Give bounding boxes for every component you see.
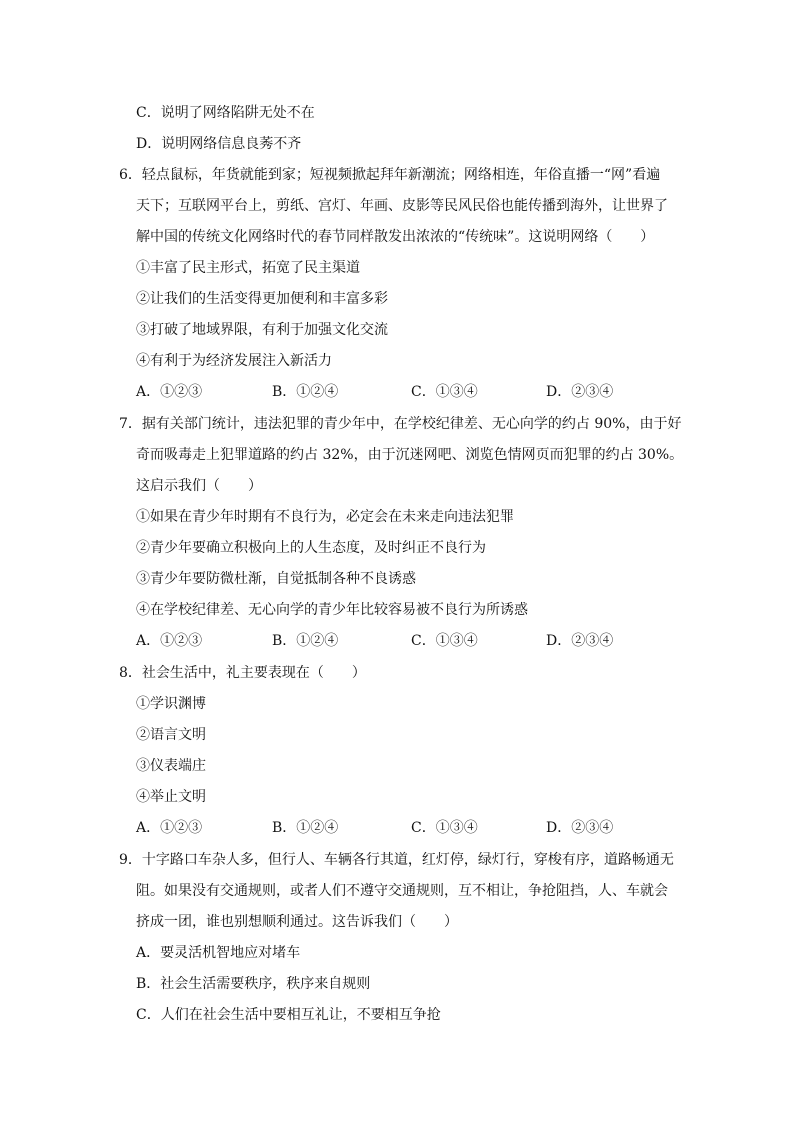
q7-statement-4: ④在学校纪律差、无心向学的青少年比较容易被不良行为所诱惑 bbox=[136, 602, 528, 618]
q7-stem-line-3: 这启示我们（ ） bbox=[136, 478, 262, 494]
q9-option-c: C．人们在社会生活中要相互礼让，不要相互争抢 bbox=[136, 1007, 441, 1023]
q9-option-b: B．社会生活需要秩序，秩序来自规则 bbox=[136, 976, 371, 992]
q8-statement-2: ②语言文明 bbox=[136, 727, 206, 743]
q7-choice-b: B．①②④ bbox=[272, 633, 339, 649]
q6-stem-line-3: 解中国的传统文化网络时代的春节同样散发出浓浓的“传统味”。这说明网络（ ） bbox=[136, 229, 655, 245]
q8-choice-a: A．①②③ bbox=[136, 820, 203, 836]
q8-choice-c: C．①③④ bbox=[411, 820, 478, 836]
q9-option-a: A．要灵活机智地应对堵车 bbox=[136, 945, 301, 961]
q6-choice-b: B．①②④ bbox=[272, 384, 339, 400]
q6-choice-d: D．②③④ bbox=[546, 384, 614, 400]
q6-statement-2: ②让我们的生活变得更加便利和丰富多彩 bbox=[136, 291, 388, 307]
q8-choice-d: D．②③④ bbox=[546, 820, 614, 836]
q8-statement-1: ①学识渊博 bbox=[136, 696, 206, 712]
q7-statement-2: ②青少年要确立积极向上的人生态度，及时纠正不良行为 bbox=[136, 540, 486, 556]
q9-stem-line-3: 挤成一团，谁也别想顺利通过。这告诉我们（ ） bbox=[136, 914, 458, 930]
q8-statement-3: ③仪表端庄 bbox=[136, 758, 206, 774]
q6-stem-line-1: 6．轻点鼠标，年货就能到家；短视频掀起拜年新潮流；网络相连，年俗直播一“网”看遍 bbox=[119, 167, 661, 183]
q6-statement-3: ③打破了地域界限，有利于加强文化交流 bbox=[136, 322, 388, 338]
q9-stem-line-2: 阻。如果没有交通规则，或者人们不遵守交通规则，互不相让，争抢阻挡，人、车就会 bbox=[136, 883, 668, 899]
q8-statement-4: ④举止文明 bbox=[136, 789, 206, 805]
q7-choice-c: C．①③④ bbox=[411, 633, 478, 649]
q5-option-d: D．说明网络信息良莠不齐 bbox=[136, 136, 302, 152]
q7-statement-3: ③青少年要防微杜渐，自觉抵制各种不良诱惑 bbox=[136, 571, 416, 587]
q7-choice-d: D．②③④ bbox=[546, 633, 614, 649]
q6-stem-line-2: 天下；互联网平台上，剪纸、宫灯、年画、皮影等民风民俗也能传播到海外，让世界了 bbox=[136, 198, 668, 214]
q6-statement-4: ④有利于为经济发展注入新活力 bbox=[136, 353, 332, 369]
q6-statement-1: ①丰富了民主形式，拓宽了民主渠道 bbox=[136, 260, 360, 276]
q8-choice-b: B．①②④ bbox=[272, 820, 339, 836]
q6-choice-c: C．①③④ bbox=[411, 384, 478, 400]
q7-stem-line-1: 7．据有关部门统计，违法犯罪的青少年中，在学校纪律差、无心向学的约占 90%，由于好 bbox=[119, 416, 682, 432]
q5-option-c: C．说明了网络陷阱无处不在 bbox=[136, 105, 315, 121]
q7-statement-1: ①如果在青少年时期有不良行为，必定会在未来走向违法犯罪 bbox=[136, 509, 514, 525]
q6-choice-a: A．①②③ bbox=[136, 384, 203, 400]
q7-choice-a: A．①②③ bbox=[136, 633, 203, 649]
q8-stem-line-1: 8．社会生活中，礼主要表现在（ ） bbox=[119, 665, 366, 681]
q7-stem-line-2: 奇而吸毒走上犯罪道路的约占 32%，由于沉迷网吧、浏览色情网页而犯罪的约占 30%。 bbox=[136, 447, 684, 463]
q9-stem-line-1: 9．十字路口车杂人多，但行人、车辆各行其道，红灯停，绿灯行，穿梭有序，道路畅通无 bbox=[119, 852, 674, 868]
